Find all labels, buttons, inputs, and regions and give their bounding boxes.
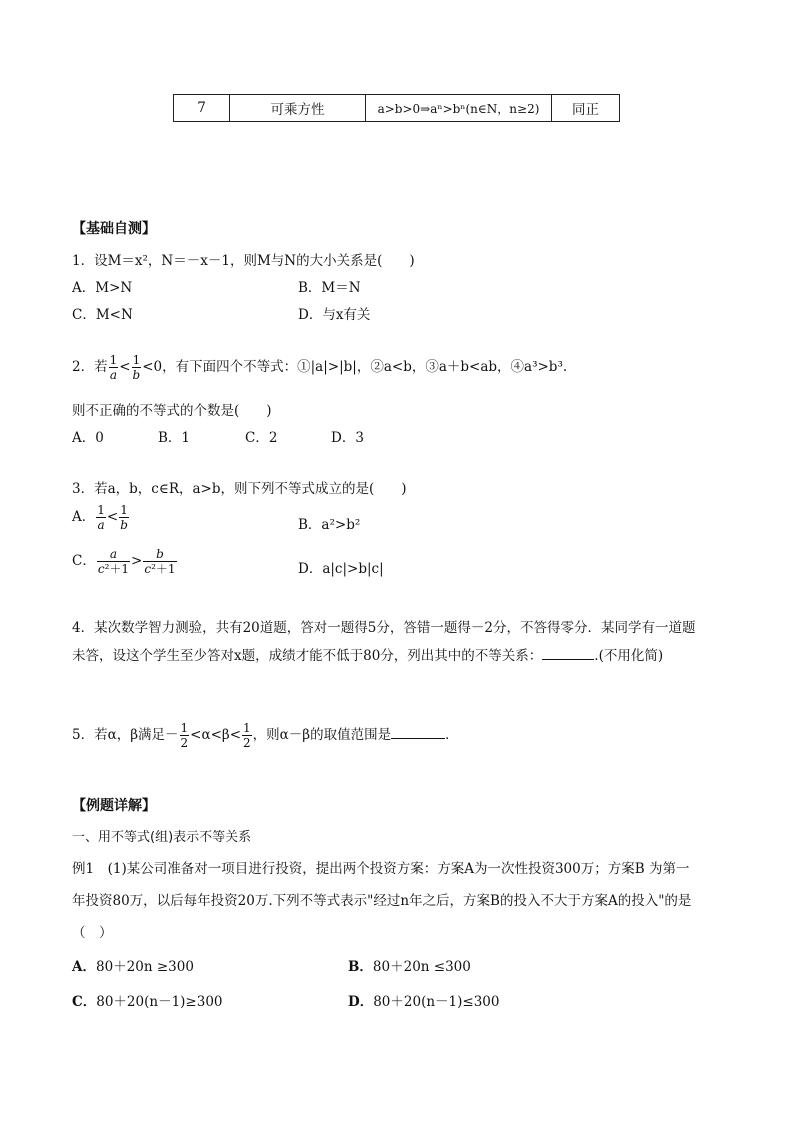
q4-text: 未答，设这个学生至少答对x题，成绩才能不低于80分，列出其中的不等关系： <box>72 648 543 664</box>
subsection-title: 一、用不等式(组)表示不等关系 <box>72 830 252 845</box>
q5-text-b: <α<β< <box>190 727 242 743</box>
ex1-option-b-expr: 80＋20n ≤300 <box>372 959 471 975</box>
table-cell-name: 可乘方性 <box>230 95 366 122</box>
table-cell-number: 7 <box>174 95 230 122</box>
q2-option-a: A．0 <box>72 430 104 446</box>
ex1-option-d-expr: 80＋20(n－1)≤300 <box>373 994 500 1010</box>
q2-option-d: D．3 <box>331 430 364 446</box>
ex1-option-c <box>72 990 223 1010</box>
question-4-line1: 4．某次数学智力测验，共有20道题，答对一题得5分，答错一题得－2分，不答得零分．某同学有一道题 <box>72 620 696 636</box>
question-3-stem: 3．若a，b，c∈R，a>b，则下列不等式成立的是( ) <box>72 481 407 497</box>
q4-note: .(不用化简) <box>594 648 664 664</box>
q3-option-a: A． $\frac{1}{a}$ < $\frac{1}{b}$ <box>72 503 128 532</box>
ex1-option-a <box>72 955 194 975</box>
ex1-option-d <box>348 990 499 1010</box>
section-title-basic-test: 【基础自测】 <box>72 221 156 237</box>
q2-option-c: C．2 <box>245 430 278 446</box>
answer-blank <box>391 726 445 739</box>
question-2-stem: 2．若 $\frac{1}{a}$ < $\frac{1}{b}$ <0，有下面四个不等式：①|a|>|b|，②a<b，③a＋b<ab，④a³>b³. <box>72 353 568 382</box>
q5-text-a: 5．若α，β满足－ <box>72 727 179 743</box>
fraction-1-over-a: $\frac{1}{a}$ <box>109 353 118 382</box>
ex1-option-c-label: C． <box>72 994 97 1010</box>
q3-option-c: C． $\frac{a}{\text{c²＋1}}$ > $\frac{b}{\text{c²＋1}}$ <box>72 547 176 576</box>
q3-option-d: D．a|c|>b|c| <box>298 561 384 577</box>
fraction-1-over-b: $\frac{1}{b}$ <box>132 353 141 382</box>
ex1-option-b <box>348 955 471 975</box>
ex1-option-d-label: D． <box>348 994 374 1010</box>
example-1-line3: （ ） <box>72 925 113 941</box>
q2-number: 2．若 <box>72 359 108 375</box>
question-2-line2: 则不正确的不等式的个数是( ) <box>72 403 272 419</box>
q5-text-c: ，则α－β的取值范围是 <box>252 727 392 743</box>
q1-option-c: C．M<N <box>72 307 133 323</box>
q2-condition-tail: <0，有下面四个不等式：①|a|>|b|，②a<b，③a＋b<ab，④a³>b³. <box>142 359 568 375</box>
table-cell-condition: 同正 <box>552 95 620 122</box>
ex1-option-a-expr: 80＋20n ≥300 <box>95 959 194 975</box>
example-1-line2: 年投资80万，以后每年投资20万.下列不等式表示"经过n年之后，方案B的投入不大于方案A的投入"的是 <box>72 893 692 909</box>
ex1-option-c-expr: 80＋20(n－1)≥300 <box>96 994 223 1010</box>
q3-option-a-label: A． <box>72 509 96 525</box>
q1-option-b: B．M＝N <box>298 280 361 296</box>
q3-option-b: B．a²>b² <box>298 517 361 533</box>
question-1-stem: 1．设M＝x²，N＝－x－1，则M与N的大小关系是( ) <box>72 253 415 269</box>
table-cell-formula: a>b>0⇒aⁿ>bⁿ(n∈N，n≥2) <box>366 95 552 122</box>
section-title-examples: 【例题详解】 <box>72 798 156 814</box>
ex1-option-a-label: A． <box>72 959 96 975</box>
q1-option-d: D．与x有关 <box>298 307 371 323</box>
q2-option-b: B．1 <box>158 430 191 446</box>
table-row <box>174 95 620 122</box>
property-table <box>173 94 620 122</box>
q5-text-d: ． <box>445 727 459 743</box>
answer-blank <box>542 647 594 660</box>
example-1-line1: 例1 (1)某公司准备对一项目进行投资，提出两个投资方案：方案A为一次性投资300万；方案B 为第一 <box>72 861 690 877</box>
ex1-option-b-label: B． <box>348 959 373 975</box>
q3-option-c-label: C． <box>72 553 96 569</box>
question-4-line2 <box>72 644 663 664</box>
question-5: 5．若α，β满足－ $\frac{1}{2}$ <α<β< $\frac{1}{2}$ ，则α－β的取值范围是 ． <box>72 721 459 750</box>
q1-option-a: A．M>N <box>72 280 133 296</box>
